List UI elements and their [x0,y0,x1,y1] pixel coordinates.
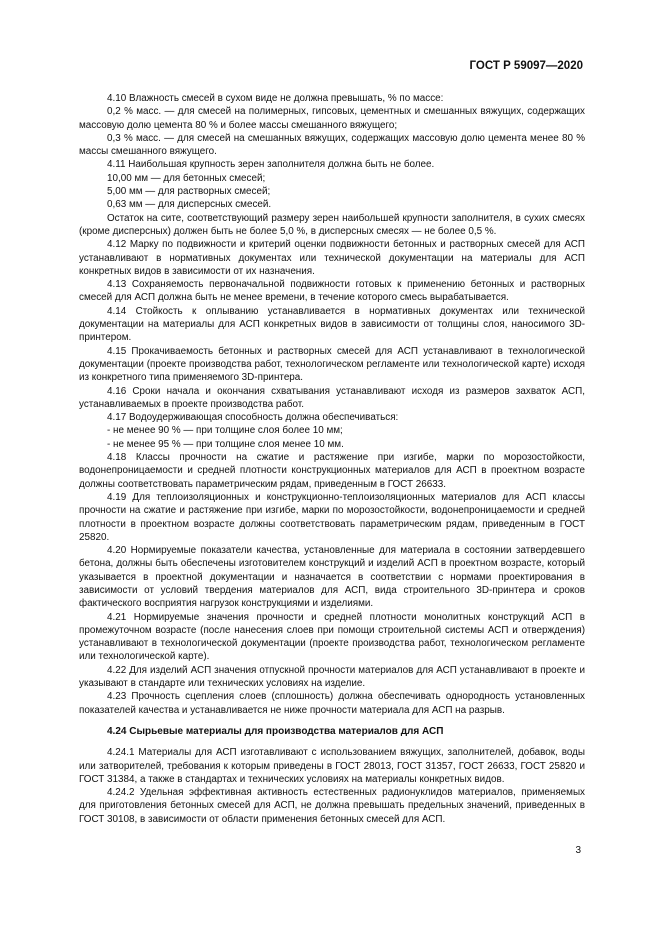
paragraph: 5,00 мм — для растворных смесей; [107,186,271,198]
paragraph: 4.12 Марку по подвижности и критерий оценки подвижности бетонных и растворных смесей для АСП устанавливают в нормативных документах или технической документации на материалы для АСП конкретных видов в зависимости от их назначения. [79,239,585,277]
paragraph: 4.23 Прочность сцепления слоев (сплошность) должна обеспечивать однородность установленных показателей качества и устанавливается не ниже прочности материала для АСП на разрыв. [79,691,585,716]
list-item: - не менее 95 % — при толщине слоя менее 10 мм. [107,438,344,450]
list-item: - не менее 90 % — при толщине слоя более 10 мм; [107,425,343,437]
paragraph: 4.14 Стойкость к оплыванию устанавливается в нормативных документах или технической документации на материалы для АСП конкретных видов в зависимости от толщины слоя, наносимого 3D-принтером. [79,305,585,344]
paragraph: 4.17 Водоудерживающая способность должна обеспечиваться: [107,412,399,424]
page-number: 3 [575,845,581,856]
paragraph: 0,3 % масс. — для смесей на смешанных вяжущих, содержащих массовую долю цемента менее 80 % массы смешанного вяжущего. [79,132,585,158]
paragraph: 4.15 Прокачиваемость бетонных и растворных смесей для АСП устанавливают в технологической документации (проекте производства работ, технологическом регламенте или технологической карте) исходя из конкретного типа применяемого 3D-принтера. [79,345,585,384]
paragraph: 0,63 мм — для дисперсных смесей. [107,199,272,211]
paragraph: Остаток на сите, соответствующий размеру зерен наибольшей крупности заполнителя, в сухих смесях (кроме дисперсных) должен быть не более 5,0 %, в дисперсных смесях — не более 0,5 %. [79,212,585,237]
paragraph: 4.21 Нормируемые значения прочности и средней плотности монолитных конструкций АСП в промежуточном возрасте (после нанесения слоев при помощи строительной системы АСП и отверждения) устанавливают в технологической документации (проекте производства работ, технологическом регламенте или технологической карте). [79,611,585,663]
paragraph: 4.24.2 Удельная эффективная активность естественных радионуклидов материалов, применяемых для приготовления бетонных смесей для АСП, не должна превышать предельных значений, приведенных в ГОСТ 30108, в зависимости от области применения бетонных смесей для АСП. [79,787,585,825]
standard-code-header: ГОСТ Р 59097—2020 [469,60,583,72]
paragraph: 10,00 мм — для бетонных смесей; [107,172,266,184]
section-heading: 4.24 Сырьевые материалы для производства материалов для АСП [107,725,444,737]
paragraph: 4.24.1 Материалы для АСП изготавливают с использованием вяжущих, заполнителей, добавок, воды или затворителей, требования к которым приведены в ГОСТ 28013, ГОСТ 31357, ГОСТ 26633, ГОСТ 25820 и ГОСТ 31384, а также в стандартах и технических условиях на материалы конкретных видов. [79,747,585,785]
paragraph: 4.10 Влажность смесей в сухом виде не должна превышать, % по массе: [107,93,444,104]
paragraph: 4.22 Для изделий АСП значения отпускной прочности материалов для АСП устанавливают в проекте и указывают в стандарте или технических условиях на изделие. [79,664,585,690]
paragraph: 4.13 Сохраняемость первоначальной подвижности готовых к применению бетонных и растворных смесей для АСП должна быть не менее времени, в течение которого смесь вырабатывается. [79,279,585,304]
paragraph: 4.20 Нормируемые показатели качества, установленные для материала в состоянии затвердевшего бетона, должны быть обеспечены изготовителем конструкций и изделий АСП в проектном возрасте, который указывается в проектной документации и назначается в соответствии с нормами проектирования в зависимости от условий твердения материалов для АСП, вида строительного 3D-принтера и сроков фактического восприятия нагрузок конструкциями и изделиями. [79,545,585,610]
paragraph: 4.16 Сроки начала и окончания схватывания устанавливают исходя из размеров захваток АСП, устанавливаемых в проекте производства работ. [79,385,585,410]
document-body [79,92,585,826]
paragraph: 4.19 Для теплоизоляционных и конструкционно-теплоизоляционных материалов для АСП классы прочности на сжатие и растяжение при изгибе, марки по морозостойкости, водонепроницаемости и средней плотности в проектном возрасте должны соответствовать параметрическим рядам, приведенным в ГОСТ 25820. [79,491,585,543]
paragraph: 0,2 % масс. — для смесей на полимерных, гипсовых, цементных и смешанных вяжущих, содержащих массовую долю цемента 80 % и более массы смешанного вяжущего; [79,106,585,131]
paragraph: 4.18 Классы прочности на сжатие и растяжение при изгибе, марки по морозостойкости, водонепроницаемости и средней плотности конструкционных материалов для АСП в проектном возрасте должны соответствовать параметрическим рядам, приведенным в ГОСТ 26633. [79,452,585,490]
paragraph: 4.11 Наибольшая крупность зерен заполнителя должна быть не более. [107,159,435,171]
